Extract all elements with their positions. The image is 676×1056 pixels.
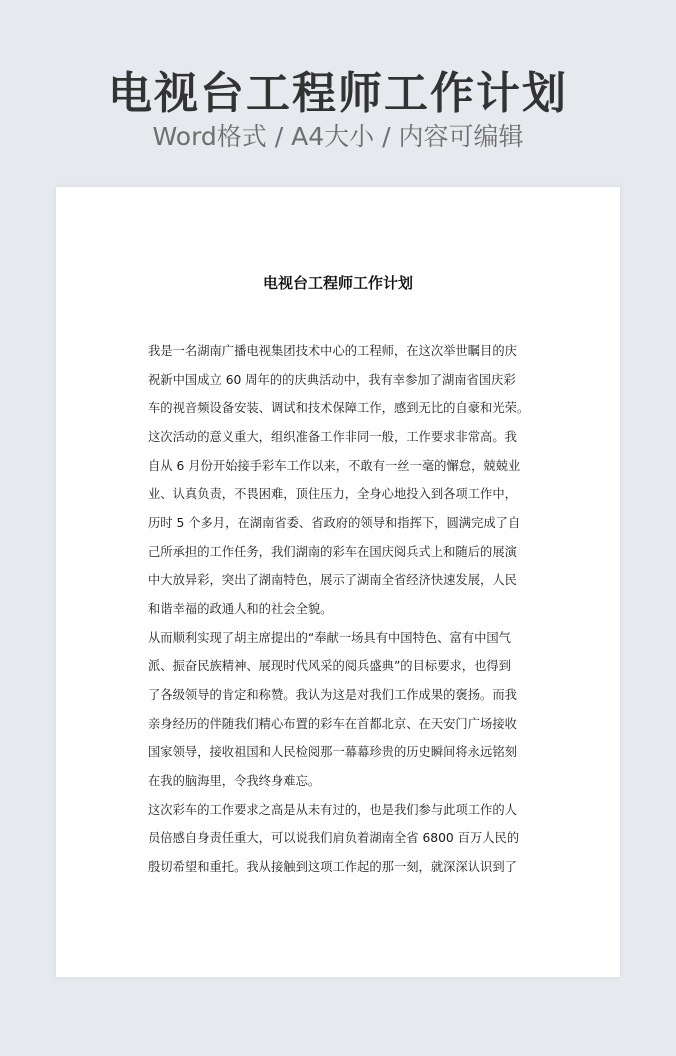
text-line: 我是一名湖南广播电视集团技术中心的工程师，在这次举世瞩目的庆 xyxy=(148,344,517,358)
text-line: 亲身经历的伴随我们精心布置的彩车在首都北京、在天安门广场接收 xyxy=(148,716,517,731)
text-line: 己所承担的工作任务，我们湖南的彩车在国庆阅兵式上和随后的展演 xyxy=(148,544,517,559)
text-line: 国家领导，接收祖国和人民检阅那一幕幕珍贵的历史瞬间将永远铭刻 xyxy=(148,745,517,760)
banner-title: 电视台工程师工作计划 xyxy=(108,68,568,119)
document-title: 电视台工程师工作计划 xyxy=(262,274,413,292)
text-line: 殷切希望和重托。我从接触到这项工作起的那一刻，就深深认识到了 xyxy=(148,859,517,874)
banner-subtitle: Word格式 / A4大小 / 内容可编辑 xyxy=(152,122,524,151)
text-line: 这次彩车的工作要求之高是从未有过的，也是我们参与此项工作的人 xyxy=(148,802,517,817)
text-line: 历时 5 个多月，在湖南省委、省政府的领导和指挥下，圆满完成了自 xyxy=(148,515,521,530)
text-line: 员倍感自身责任重大，可以说我们肩负着湖南全省 6800 百万人民的 xyxy=(148,831,520,846)
text-line: 车的视音频设备安装、调试和技术保障工作，感到无比的自豪和光荣。 xyxy=(148,401,530,416)
text-line: 从而顺利实现了胡主席提出的“奉献一场具有中国特色、富有中国气 xyxy=(148,630,511,645)
text-line: 祝新中国成立 60 周年的的庆典活动中，我有幸参加了湖南省国庆彩 xyxy=(148,372,516,387)
text-line: 和谐幸福的政通人和的社会全貌。 xyxy=(148,601,333,616)
document-page xyxy=(56,187,620,977)
text-line: 在我的脑海里，令我终身难忘。 xyxy=(148,773,321,788)
text-line: 这次活动的意义重大，组织准备工作非同一般，工作要求非常高。我 xyxy=(148,429,517,444)
text-line: 了各级领导的肯定和称赞。我认为这是对我们工作成果的褒扬。而我 xyxy=(148,687,517,702)
document-body xyxy=(148,337,532,881)
text-line: 业、认真负责，不畏困难，顶住压力，全身心地投入到各项工作中， xyxy=(148,487,517,502)
text-line: 中大放异彩，突出了湖南特色，展示了湖南全省经济快速发展，人民 xyxy=(148,573,517,588)
text-line: 自从 6 月份开始接手彩车工作以来，不敢有一丝一毫的懈怠，兢兢业 xyxy=(148,458,521,473)
text-line: 派、振奋民族精神、展现时代风采的阅兵盛典”的目标要求，也得到 xyxy=(148,659,511,674)
